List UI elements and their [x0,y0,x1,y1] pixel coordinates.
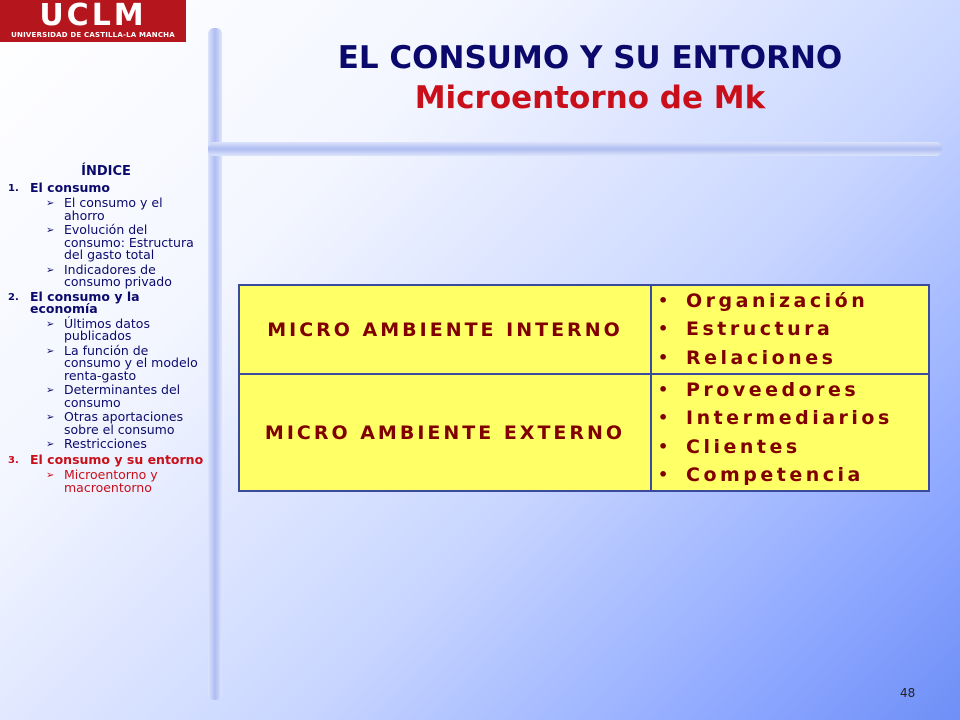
row-label-external: MICRO AMBIENTE EXTERNO [239,374,651,491]
index-title: ÍNDICE [81,164,131,179]
arrow-bullet-icon: ➢ [46,439,55,450]
microenvironment-table [238,284,930,492]
list-item [658,287,928,316]
bullet-icon: • [658,408,672,427]
logo-sub-text: UNIVERSIDAD DE CASTILLA-LA MANCHA [11,31,175,39]
bullet-icon: • [658,379,672,399]
bullet-icon: • [658,436,672,456]
arrow-bullet-icon: ➢ [46,198,55,209]
section-number: 1. [8,182,19,194]
arrow-bullet-icon: ➢ [46,225,55,236]
index-item-label: El consumo y el ahorro [64,195,163,223]
list-item-label: Estructura [686,318,834,341]
index-item[interactable] [8,384,204,409]
list-item-label: Competencia [686,464,864,486]
page-number: 48 [900,686,916,700]
index-item-label: Indicadores de consumo privado [64,261,172,289]
arrow-bullet-icon: ➢ [46,412,55,423]
section-number: 3. [8,454,19,466]
section-label: El consumo y la economía [30,288,140,316]
arrow-bullet-icon: ➢ [46,264,55,276]
table-row [239,285,929,374]
list-item [658,344,928,373]
section-label: El consumo [30,179,111,195]
section-number: 2. [8,291,19,303]
arrow-bullet-icon: ➢ [46,385,55,396]
index-section[interactable] [8,288,204,316]
arrow-bullet-icon: ➢ [46,318,55,330]
bullet-icon: • [658,347,672,367]
horizontal-divider-bar [208,142,942,156]
list-item-label: Intermediarios [686,407,893,429]
index-item-label: La función de consumo y el modelo renta-gasto [64,342,198,383]
section-label: El consumo y su entorno [30,451,204,467]
logo-main-text: UCLM [39,0,147,33]
list-item-label: Relaciones [686,346,837,369]
bullet-icon: • [658,319,672,339]
slide-subtitle: Microentorno de Mk [414,80,766,116]
arrow-bullet-icon: ➢ [46,470,55,481]
slide-title: EL CONSUMO Y SU ENTORNO [337,40,843,76]
index-section-active[interactable] [8,451,204,468]
index-item-label: Últimos datos publicados [64,315,150,343]
index-item[interactable] [8,411,204,436]
uclm-logo [0,0,186,42]
list-item-label: Organización [686,289,869,312]
index-panel [8,166,204,494]
list-item [658,433,928,462]
arrow-bullet-icon: ➢ [46,345,55,357]
index-item[interactable] [8,315,204,343]
index-item-label: Restricciones [64,436,147,451]
index-item-label: Determinantes del consumo [64,382,181,410]
row-items-internal [651,285,929,374]
bullet-icon: • [658,290,672,310]
row-label-internal: MICRO AMBIENTE INTERNO [239,285,651,374]
vertical-divider-bar [208,28,222,700]
list-item [658,376,928,405]
index-item-label: Microentorno y macroentorno [64,467,158,495]
index-item[interactable] [8,261,204,289]
list-item [658,461,928,490]
index-item[interactable] [8,438,204,452]
slide-title-block [230,38,950,118]
index-section[interactable] [8,179,204,196]
list-item-label: Proveedores [686,378,860,401]
table-row [239,374,929,491]
index-item-label: Evolución del consumo: Estructura del gasto total [64,222,194,262]
index-item[interactable] [8,342,204,383]
list-item [658,315,928,344]
row-items-external [651,374,929,491]
index-item-label: Otras aportaciones sobre el consumo [64,409,184,437]
index-item[interactable] [8,197,204,222]
list-item [658,404,928,433]
bullet-icon: • [658,465,672,484]
list-item-label: Clientes [686,435,801,458]
index-item[interactable] [8,224,204,262]
index-item-active[interactable] [8,469,204,494]
